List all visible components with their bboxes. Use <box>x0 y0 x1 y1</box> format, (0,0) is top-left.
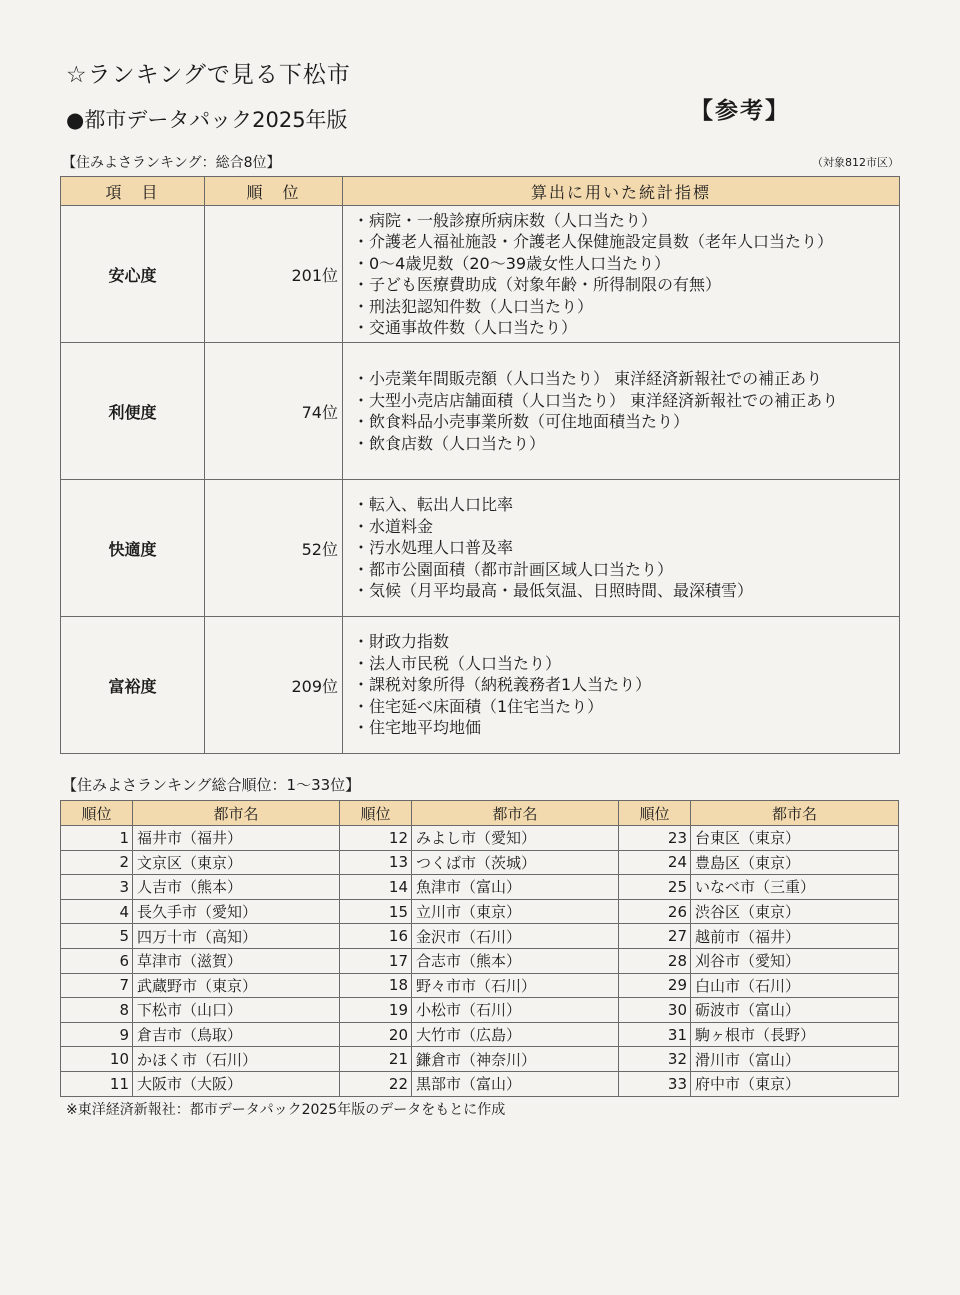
city-name: 福井市（福井） <box>133 826 340 851</box>
table-row <box>61 480 900 617</box>
category-name: 快適度 <box>61 480 205 617</box>
rank-number: 11 <box>61 1071 133 1096</box>
rank-number: 33 <box>619 1071 691 1096</box>
rank-number: 3 <box>61 875 133 900</box>
indicator-item: ・気候（月平均最高・最低気温、日照時間、最深積雪） <box>353 581 754 601</box>
rank-number: 4 <box>61 899 133 924</box>
rank-number: 16 <box>340 924 412 949</box>
city-name: 倉吉市（鳥取） <box>133 1022 340 1047</box>
city-name: 台東区（東京） <box>691 826 899 851</box>
rank-number: 21 <box>340 1047 412 1072</box>
rank-number: 7 <box>61 973 133 998</box>
column-header-item: 項 目 <box>61 177 205 206</box>
category-name: 利便度 <box>61 343 205 480</box>
city-name: 四万十市（高知） <box>133 924 340 949</box>
rank-number: 30 <box>619 998 691 1023</box>
rank-number: 6 <box>61 948 133 973</box>
rank-number: 18 <box>340 973 412 998</box>
city-name: 豊島区（東京） <box>691 850 899 875</box>
rank-number: 5 <box>61 924 133 949</box>
indicator-item: ・汚水処理人口普及率 <box>353 538 514 558</box>
rank-number: 12 <box>340 826 412 851</box>
city-name: 文京区（東京） <box>133 850 340 875</box>
rank-number: 31 <box>619 1022 691 1047</box>
indicator-item: ・飲食店数（人口当たり） <box>353 433 546 453</box>
top-ranking-caption: 【住みよさランキング総合順位：1〜33位】 <box>62 776 361 794</box>
column-header-city: 都市名 <box>133 801 340 826</box>
indicator-item: ・0〜4歳児数（20〜39歳女性人口当たり） <box>353 253 671 273</box>
rank-number: 20 <box>340 1022 412 1047</box>
reference-label: 【参考】 <box>690 98 790 124</box>
table-row <box>61 875 899 900</box>
city-name: みよし市（愛知） <box>412 826 619 851</box>
indicator-list <box>343 617 900 754</box>
indicator-list <box>343 343 900 480</box>
city-name: 駒ヶ根市（長野） <box>691 1022 899 1047</box>
overall-ranking-note: （対象812市区） <box>812 156 899 169</box>
overall-ranking-caption: 【住みよさランキング：総合8位】 <box>62 155 281 171</box>
rank-number: 14 <box>340 875 412 900</box>
table-row <box>61 1022 899 1047</box>
table-row <box>61 617 900 754</box>
column-header-city: 都市名 <box>412 801 619 826</box>
category-rank: 209位 <box>205 617 343 754</box>
city-name: 下松市（山口） <box>133 998 340 1023</box>
city-name: 草津市（滋賀） <box>133 948 340 973</box>
table-row <box>61 1071 899 1096</box>
category-name: 安心度 <box>61 206 205 343</box>
indicator-list <box>343 206 900 343</box>
column-header-indicators: 算出に用いた統計指標 <box>343 177 900 206</box>
rank-number: 19 <box>340 998 412 1023</box>
rank-number: 25 <box>619 875 691 900</box>
table-row <box>61 826 899 851</box>
table-row <box>61 899 899 924</box>
rank-number: 10 <box>61 1047 133 1072</box>
city-name: かほく市（石川） <box>133 1047 340 1072</box>
rank-number: 2 <box>61 850 133 875</box>
indicator-item: ・都市公園面積（都市計画区域人口当たり） <box>353 559 674 579</box>
overall-ranking-table <box>60 176 900 754</box>
city-name: 滑川市（富山） <box>691 1047 899 1072</box>
category-rank: 201位 <box>205 206 343 343</box>
rank-number: 22 <box>340 1071 412 1096</box>
top-ranking-table <box>60 800 899 1097</box>
rank-number: 28 <box>619 948 691 973</box>
rank-number: 17 <box>340 948 412 973</box>
column-header-rank: 順位 <box>61 801 133 826</box>
rank-number: 29 <box>619 973 691 998</box>
city-name: 小松市（石川） <box>412 998 619 1023</box>
city-name: 大竹市（広島） <box>412 1022 619 1047</box>
city-name: 人吉市（熊本） <box>133 875 340 900</box>
indicator-item: ・水道料金 <box>353 516 434 536</box>
indicator-item: ・病院・一般診療所病床数（人口当たり） <box>353 210 658 230</box>
column-header-rank: 順位 <box>340 801 412 826</box>
rank-number: 24 <box>619 850 691 875</box>
rank-number: 27 <box>619 924 691 949</box>
indicator-item: ・交通事故件数（人口当たり） <box>353 318 578 337</box>
indicator-item: ・住宅延べ床面積（1住宅当たり） <box>353 696 604 716</box>
indicator-item: ・法人市民税（人口当たり） <box>353 653 562 673</box>
rank-number: 32 <box>619 1047 691 1072</box>
page-title: ☆ランキングで見る下松市 <box>66 62 351 88</box>
table-row <box>61 206 900 343</box>
city-name: いなべ市（三重） <box>691 875 899 900</box>
city-name: 長久手市（愛知） <box>133 899 340 924</box>
indicator-item: ・飲食料品小売事業所数（可住地面積当たり） <box>353 412 690 431</box>
indicator-item: ・小売業年間販売額（人口当たり） 東洋経済新報社での補正あり <box>353 369 823 388</box>
table-row <box>61 343 900 480</box>
city-name: 府中市（東京） <box>691 1071 899 1096</box>
city-name: 野々市市（石川） <box>412 973 619 998</box>
city-name: 砺波市（富山） <box>691 998 899 1023</box>
city-name: 大阪市（大阪） <box>133 1071 340 1096</box>
category-name: 富裕度 <box>61 617 205 754</box>
column-header-rank: 順位 <box>619 801 691 826</box>
page-subtitle: ●都市データパック2025年版 <box>66 108 348 132</box>
table-row <box>61 973 899 998</box>
rank-number: 8 <box>61 998 133 1023</box>
indicator-item: ・転入、転出人口比率 <box>353 495 514 515</box>
column-header-rank: 順 位 <box>205 177 343 206</box>
city-name: 金沢市（石川） <box>412 924 619 949</box>
table-row <box>61 1047 899 1072</box>
city-name: 刈谷市（愛知） <box>691 948 899 973</box>
indicator-item: ・大型小売店店舗面積（人口当たり） 東洋経済新報社での補正あり <box>353 390 839 410</box>
table-row <box>61 948 899 973</box>
indicator-item: ・住宅地平均地価 <box>353 718 482 738</box>
rank-number: 9 <box>61 1022 133 1047</box>
indicator-list <box>343 480 900 617</box>
city-name: 魚津市（富山） <box>412 875 619 900</box>
city-name: 合志市（熊本） <box>412 948 619 973</box>
table-row <box>61 924 899 949</box>
indicator-item: ・子ども医療費助成（対象年齢・所得制限の有無） <box>353 275 722 294</box>
city-name: 黒部市（富山） <box>412 1071 619 1096</box>
city-name: 渋谷区（東京） <box>691 899 899 924</box>
rank-number: 26 <box>619 899 691 924</box>
city-name: 白山市（石川） <box>691 973 899 998</box>
rank-number: 15 <box>340 899 412 924</box>
city-name: 鎌倉市（神奈川） <box>412 1047 619 1072</box>
indicator-item: ・課税対象所得（納税義務者1人当たり） <box>353 675 652 695</box>
column-header-city: 都市名 <box>691 801 899 826</box>
table-row <box>61 850 899 875</box>
source-footnote: ※東洋経済新報社：都市データパック2025年版のデータをもとに作成 <box>66 1102 506 1118</box>
city-name: つくば市（茨城） <box>412 850 619 875</box>
table-row <box>61 998 899 1023</box>
rank-number: 13 <box>340 850 412 875</box>
indicator-item: ・財政力指数 <box>353 632 450 652</box>
category-rank: 74位 <box>205 343 343 480</box>
city-name: 越前市（福井） <box>691 924 899 949</box>
indicator-item: ・刑法犯認知件数（人口当たり） <box>353 296 594 316</box>
indicator-item: ・介護老人福祉施設・介護老人保健施設定員数（老年人口当たり） <box>353 232 834 251</box>
city-name: 立川市（東京） <box>412 899 619 924</box>
rank-number: 1 <box>61 826 133 851</box>
city-name: 武蔵野市（東京） <box>133 973 340 998</box>
rank-number: 23 <box>619 826 691 851</box>
category-rank: 52位 <box>205 480 343 617</box>
